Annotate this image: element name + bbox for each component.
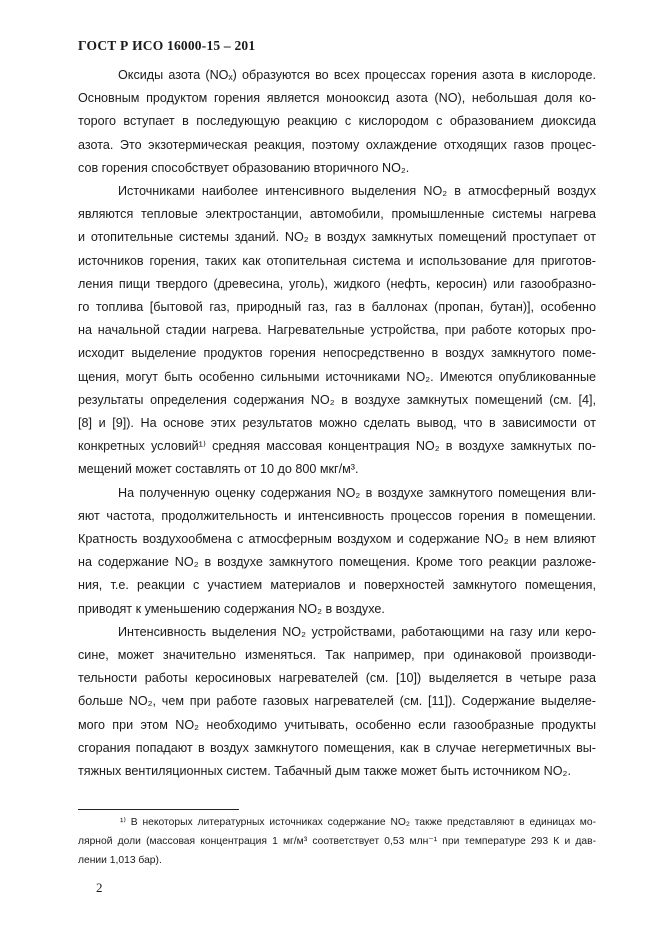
text-line: результаты определения содержания NO₂ в воздухе замкнутых помещений (см. [4], bbox=[78, 392, 596, 407]
paragraph-1 bbox=[78, 64, 596, 180]
text-line: Интенсивность выделения NO₂ устройствами, работающими на газу или керо- bbox=[118, 624, 596, 639]
footnote-divider bbox=[78, 809, 239, 810]
footnote bbox=[78, 813, 596, 870]
text-line: на содержание NO₂ в воздухе замкнутого помещения. Кроме того реакции разложе- bbox=[78, 555, 596, 570]
text-line: торого вступает в последующую реакцию с кислородом с образованием диоксида bbox=[78, 114, 596, 129]
text-line: больше NO₂, чем при работе газовых нагревателей (см. [11]). Содержание выделяе- bbox=[78, 694, 596, 709]
footnote-line: лярной доли (массовая концентрация 1 мг/м³ соответствует 0,53 млн⁻¹ при температуре 293 К и дав- bbox=[78, 836, 596, 847]
text-line: Оксиды азота (NOₓ) образуются во всех процессах горения азота в кислороде. bbox=[118, 68, 596, 82]
text-line: приводят к уменьшению содержания NO₂ в воздухе. bbox=[78, 601, 385, 616]
text-line: тяжных вентиляционных систем. Табачный дым также может быть источником NO₂. bbox=[78, 764, 571, 779]
text-line: сов горения способствует образованию вторичного NO₂. bbox=[78, 160, 410, 175]
footnote-line: ¹⁾ В некоторых литературных источниках содержание NO₂ также представляют в единицах мо- bbox=[120, 817, 596, 828]
text-line: являются тепловые электростанции, автомобили, промышленные системы нагрева bbox=[78, 207, 596, 222]
text-line: Кратность воздухообмена с атмосферным воздухом и содержание NO₂ в нем влияют bbox=[78, 532, 596, 547]
text-line: Основным продуктом горения является монооксид азота (NO), небольшая доля ко- bbox=[78, 91, 596, 106]
text-line: тельности работы керосиновых нагревателей (см. [10]) выделяется в четыре раза bbox=[78, 671, 596, 686]
text-line: яют частота, продолжительность и интенсивность процессов горения в помещении. bbox=[78, 508, 596, 523]
text-line: азота. Это экзотермическая реакция, поэтому охлаждение отходящих газов процес- bbox=[78, 137, 596, 152]
text-line: сине, может значительно изменяться. Так например, при одинаковой производи- bbox=[78, 648, 596, 663]
text-line: на начальной стадии нагрева. Нагревательные устройства, при работе которых про- bbox=[78, 323, 596, 338]
text-line: [8] и [9]). На основе этих результатов можно сделать вывод, что в зависимости от bbox=[78, 416, 596, 431]
page-header: ГОСТ Р ИСО 16000-15 – 201 bbox=[78, 38, 256, 53]
paragraph-3 bbox=[78, 482, 596, 621]
text-line: исходит выделение продуктов горения непосредственно в воздух замкнутого поме- bbox=[78, 346, 596, 361]
text-line: Источниками наиболее интенсивного выделения NO₂ в атмосферный воздух bbox=[118, 184, 596, 199]
text-line: мого при этом NO₂ необходимо учитывать, особенно если газообразные продукты bbox=[78, 717, 596, 732]
paragraph-4 bbox=[78, 621, 596, 783]
text-line: го топлива [бытовой газ, природный газ, газ в баллонах (пропан, бутан)], особенно bbox=[78, 300, 596, 315]
paragraph-2 bbox=[78, 180, 596, 482]
text-line: ния, т.е. реакции с участием материалов и поверхностей замкнутого помещения, bbox=[78, 578, 596, 593]
text-line: сгорания попадают в воздух замкнутого помещения, как в случае негерметичных вы- bbox=[78, 740, 596, 755]
text-line: щения, могут быть особенно сильными источниками NO₂. Имеются опубликованные bbox=[78, 369, 596, 384]
text-line: источников горения, таких как отопительная система и использование для приготов- bbox=[78, 253, 596, 268]
text-line: ления пищи твердого (древесина, уголь), жидкого (нефть, керосин) или газообразно- bbox=[78, 276, 596, 291]
footnote-line: лении 1,013 бар). bbox=[78, 855, 162, 866]
body-text bbox=[78, 64, 596, 783]
text-line: На полученную оценку содержания NO₂ в воздухе замкнутого помещения вли- bbox=[118, 485, 596, 500]
page-number: 2 bbox=[96, 880, 103, 895]
text-line: мещений может составлять от 10 до 800 мкг/м³. bbox=[78, 462, 359, 477]
text-line: и отопительные системы зданий. NO₂ в воздух замкнутых помещений проступает от bbox=[78, 230, 596, 245]
text-line: конкретных условий¹⁾ средняя массовая концентрация NO₂ в воздухе замкнутых по- bbox=[78, 439, 596, 454]
